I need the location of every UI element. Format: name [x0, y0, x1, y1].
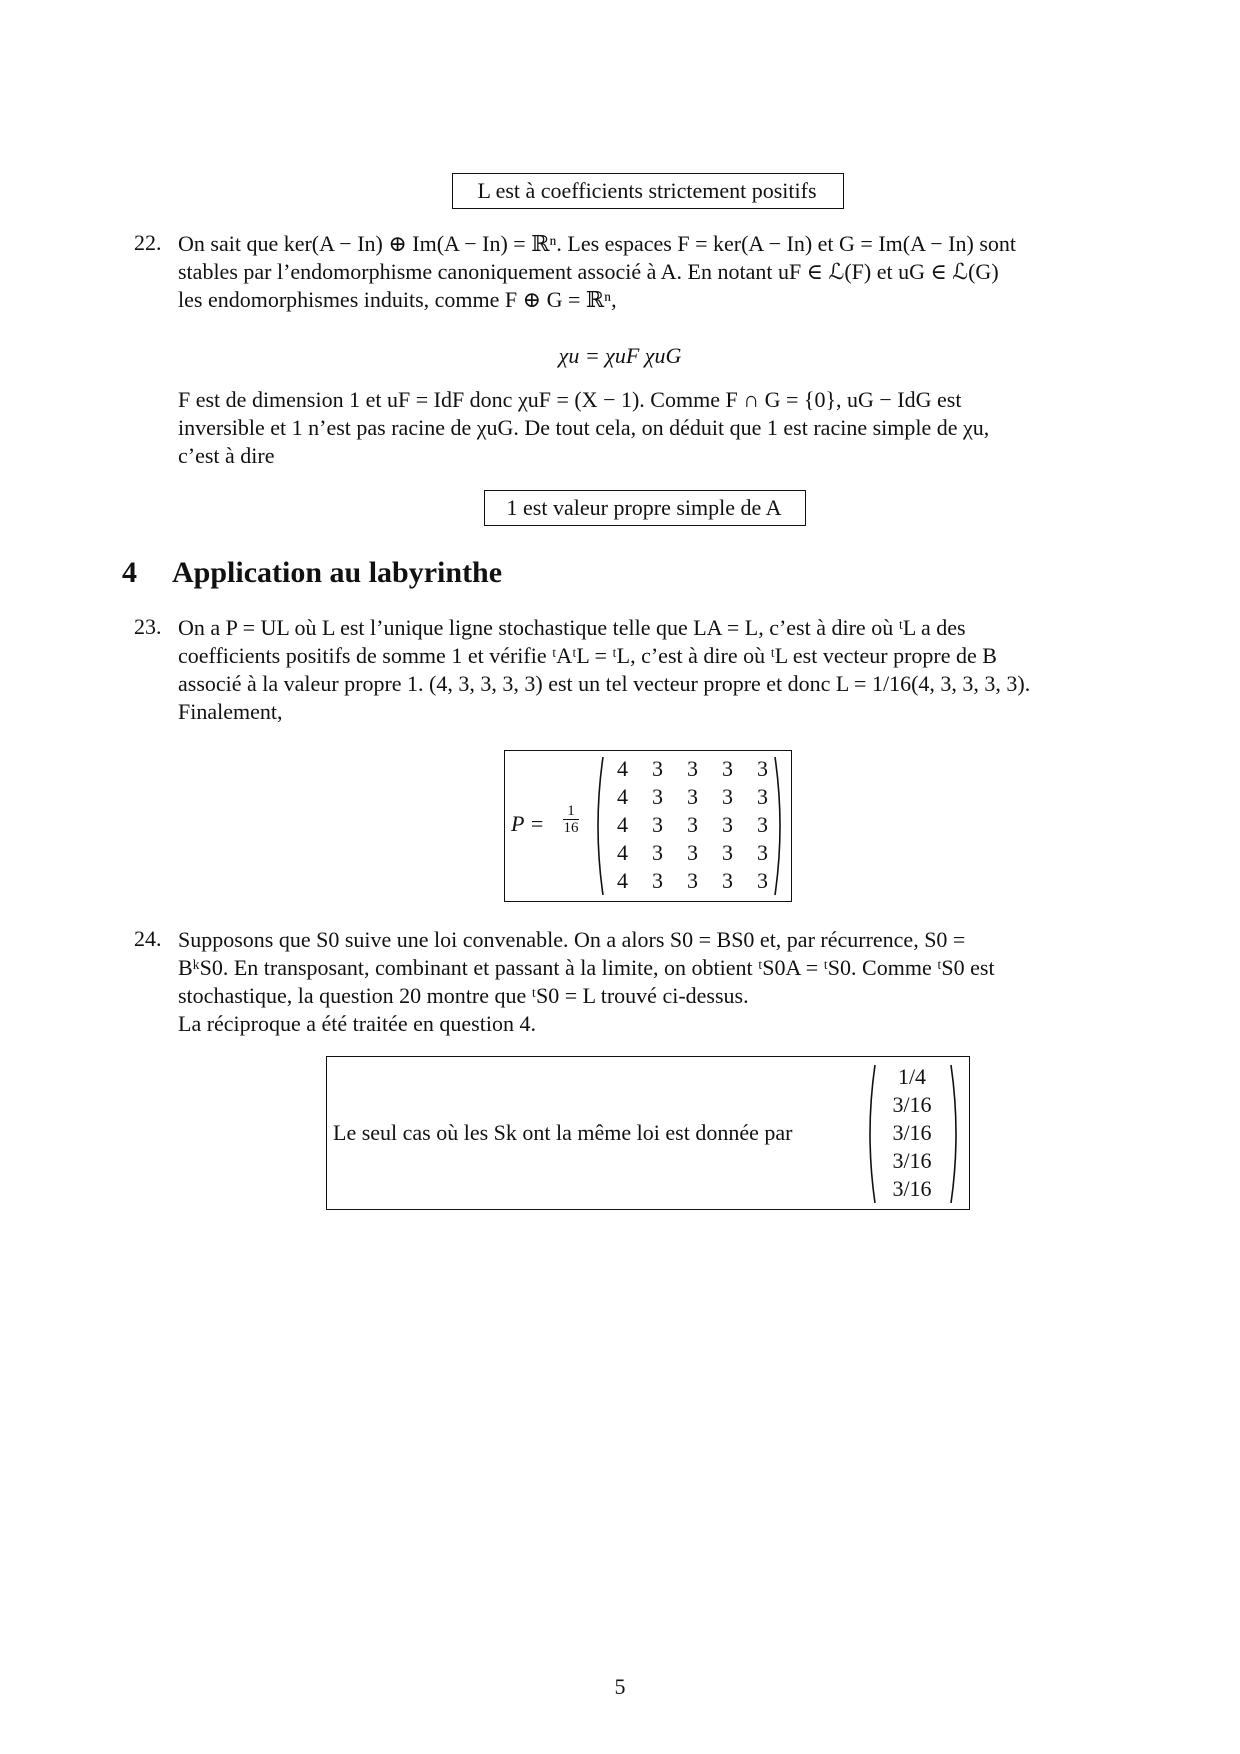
text-line: inversible et 1 n’est pas racine de χuG. De tout cela, on déduit que 1 est racine simple de χu, [178, 415, 990, 440]
vector-cell: 3/16 [892, 1120, 932, 1145]
matrix-cell: 3 [687, 784, 698, 809]
boxed-result-2-text: 1 est valeur propre simple de A [506, 495, 782, 520]
matrix-cell: 4 [617, 812, 628, 837]
question-24-paragraph [178, 926, 1134, 1038]
text-line: BᵏS0. En transposant, combinant et passant à la limite, on obtient ᵗS0A = ᵗS0. Comme ᵗS0 est [178, 955, 995, 980]
text-line: stochastique, la question 20 montre que ᵗS0 = L trouvé ci-dessus. [178, 983, 749, 1008]
matrix-cell: 3 [757, 840, 768, 865]
vector-row [877, 1063, 947, 1091]
matrix-cell: 3 [687, 840, 698, 865]
matrix-cell: 4 [617, 840, 628, 865]
question-number: 23. [134, 614, 162, 639]
fraction-numerator: 1 [563, 803, 579, 820]
matrix-row [605, 839, 780, 867]
boxed-result-1-text: L est à coefficients strictement positifs [477, 178, 817, 203]
matrix-cell: 3 [687, 756, 698, 781]
matrix-fraction [563, 803, 579, 836]
text-line: On a P = UL où L est l’unique ligne stochastique telle que LA = L, c’est à dire où ᵗL a des [178, 615, 966, 640]
question-22-paragraph-1 [178, 230, 1134, 314]
boxed-matrix-p [504, 750, 792, 902]
equation-chi: χu = χuF χuG [558, 343, 682, 368]
matrix-wrapper [591, 755, 787, 897]
section-title: Application au labyrinthe [172, 556, 503, 589]
matrix-cell: 3 [757, 784, 768, 809]
vector-cell: 1/4 [897, 1064, 927, 1089]
vector-wrapper [863, 1063, 963, 1205]
page-number: 5 [614, 1674, 626, 1699]
vector-cell: 3/16 [892, 1176, 932, 1201]
fraction-denominator: 16 [563, 820, 579, 836]
text-line: coefficients positifs de somme 1 et vérifie ᵗAᵗL = ᵗL, c’est à dire où ᵗL est vecteur propre de B [178, 643, 997, 668]
text-line: c’est à dire [178, 443, 275, 468]
question-number: 22. [134, 230, 162, 255]
matrix-row [605, 783, 780, 811]
boxed-final-result [326, 1056, 970, 1210]
matrix-cell: 3 [722, 840, 733, 865]
matrix-cell: 3 [687, 868, 698, 893]
question-23-paragraph [178, 614, 1134, 726]
left-parenthesis [863, 1063, 877, 1205]
text-line: associé à la valeur propre 1. (4, 3, 3, 3, 3) est un tel vecteur propre et donc L = 1/16(4, 3, 3, 3, 3). [178, 671, 1031, 696]
boxed-result-2 [484, 490, 806, 526]
section-number: 4 [122, 556, 137, 589]
vector-table [877, 1063, 947, 1203]
text-line: On sait que ker(A − In) ⊕ Im(A − In) = ℝⁿ. Les espaces F = ker(A − In) et G = Im(A − In) sont [178, 231, 1016, 256]
question-22-paragraph-2 [178, 386, 1134, 470]
matrix-row [605, 867, 780, 895]
matrix-cell: 3 [757, 756, 768, 781]
matrix-cell: 3 [722, 756, 733, 781]
matrix-cell: 3 [722, 868, 733, 893]
matrix-cell: 4 [617, 868, 628, 893]
text-line: Finalement, [178, 699, 283, 724]
question-number: 24. [134, 926, 162, 951]
text-line: stables par l’endomorphisme canoniquement associé à A. En notant uF ∈ ℒ(F) et uG ∈ ℒ(G) [178, 259, 999, 284]
matrix-row [605, 811, 780, 839]
matrix-prefix: P = [511, 811, 545, 836]
matrix-cell: 4 [617, 784, 628, 809]
text-line: F est de dimension 1 et uF = IdF donc χuF = (X − 1). Comme F ∩ G = {0}, uG − IdG est [178, 387, 962, 412]
right-parenthesis [949, 1063, 963, 1205]
vector-cell: 3/16 [892, 1092, 932, 1117]
matrix-label [511, 811, 544, 837]
vector-row [877, 1147, 947, 1175]
text-line: Supposons que S0 suive une loi convenable. On a alors S0 = BS0 et, par récurrence, S0 = [178, 927, 966, 952]
vector-row [877, 1119, 947, 1147]
matrix-cell: 3 [652, 840, 663, 865]
text-line: les endomorphismes induits, comme F ⊕ G = ℝⁿ, [178, 287, 617, 312]
matrix-table [605, 755, 780, 895]
matrix-cell: 3 [652, 812, 663, 837]
boxed-final-text: Le seul cas où les Sk ont la même loi est donnée par [333, 1120, 793, 1145]
matrix-cell: 3 [652, 784, 663, 809]
matrix-cell: 3 [722, 812, 733, 837]
matrix-cell: 4 [617, 756, 628, 781]
right-parenthesis [773, 755, 787, 897]
matrix-cell: 3 [652, 756, 663, 781]
vector-cell: 3/16 [892, 1148, 932, 1173]
matrix-row [605, 755, 780, 783]
matrix-cell: 3 [757, 868, 768, 893]
matrix-cell: 3 [757, 812, 768, 837]
matrix-cell: 3 [652, 868, 663, 893]
section-heading [122, 556, 502, 590]
boxed-result-1 [452, 173, 844, 209]
vector-row [877, 1175, 947, 1203]
left-parenthesis [591, 755, 605, 897]
vector-row [877, 1091, 947, 1119]
matrix-cell: 3 [722, 784, 733, 809]
text-line: La réciproque a été traitée en question 4. [178, 1011, 536, 1036]
matrix-cell: 3 [687, 812, 698, 837]
